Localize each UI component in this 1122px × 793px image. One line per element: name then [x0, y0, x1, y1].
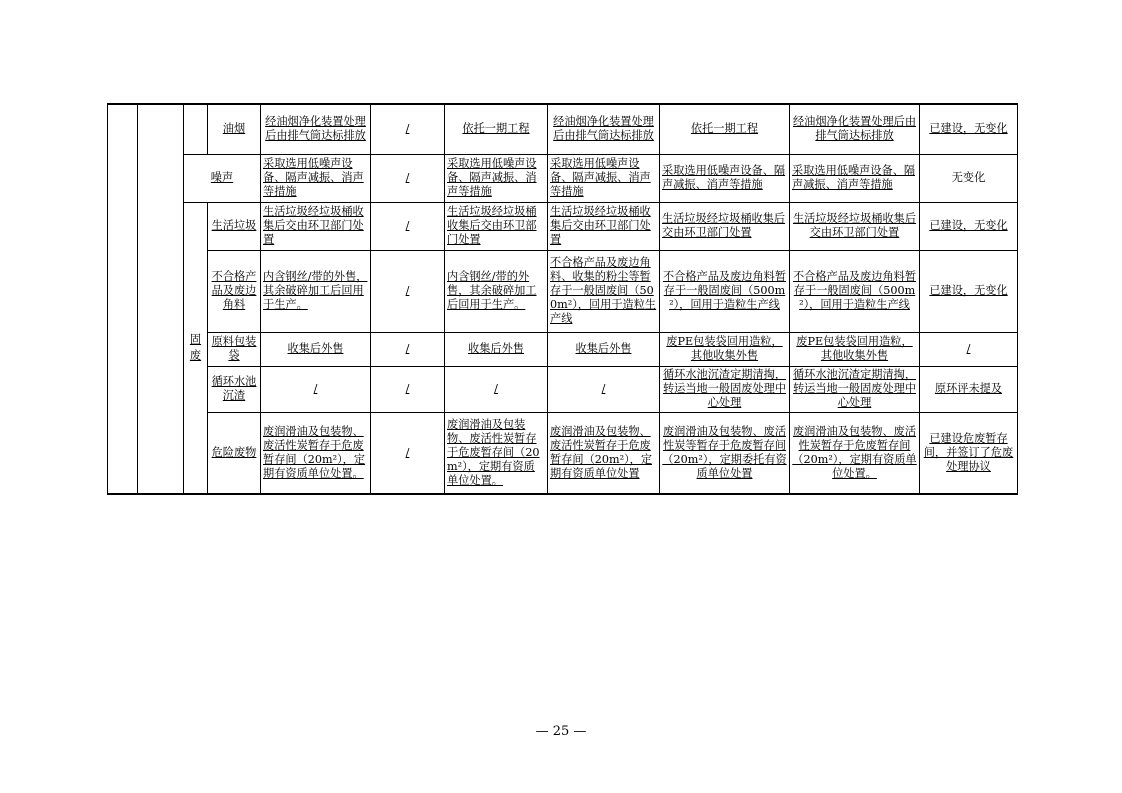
cell-col2: / — [371, 154, 445, 202]
cell-col1: 生活垃圾经垃圾桶收集后交由环卫部门处置 — [261, 202, 371, 250]
cell-col4: 生活垃圾经垃圾桶收集后交由环卫部门处置 — [548, 202, 660, 250]
cell-col7: 已建设，无变化 — [920, 202, 1018, 250]
cell-col1: 采取选用低噪声设备、隔声减振、消声等措施 — [261, 154, 371, 202]
cell-col1: 废润滑油及包装物、废活性炭暂存于危废暂存间（20m²），定期有资质单位处置。 — [261, 412, 371, 494]
cell-col5: 依托一期工程 — [660, 104, 790, 154]
table-row-domestic-waste — [108, 202, 1018, 250]
cell-col4: 不合格产品及废边角料、收集的粉尘等暂存于一般固废间（500m²），回用于造粒生产线 — [548, 250, 660, 332]
cell-col6: 生活垃圾经垃圾桶收集后交由环卫部门处置 — [790, 202, 920, 250]
table-row-packaging-bags — [108, 332, 1018, 366]
cell-col3: 收集后外售 — [445, 332, 548, 366]
cell-col4: 废润滑油及包装物、废活性炭暂存于危废暂存间（20m²），定期有资质单位处置 — [548, 412, 660, 494]
cell-col6: 采取选用低噪声设备、隔声减振、消声等措施 — [790, 154, 920, 202]
cell-col5: 废PE包装袋回用造粒，其他收集外售 — [660, 332, 790, 366]
cell-col6: 经油烟净化装置处理后由排气筒达标排放 — [790, 104, 920, 154]
cell-col4: 采取选用低噪声设备、隔声减振、消声等措施 — [548, 154, 660, 202]
cell-col6: 废PE包装袋回用造粒，其他收集外售 — [790, 332, 920, 366]
table-row-noise — [108, 154, 1018, 202]
cell-col2: / — [371, 366, 445, 412]
cell-col3: / — [445, 366, 548, 412]
row-item-label: 噪声 — [184, 154, 261, 202]
row-item-label: 不合格产品及废边角料 — [208, 250, 261, 332]
table-row-defective-products — [108, 250, 1018, 332]
cell-col7: / — [920, 332, 1018, 366]
spacer-cell — [184, 104, 208, 154]
page-number: — 25 — — [535, 724, 587, 739]
cell-col2: / — [371, 202, 445, 250]
cell-col7: 已建设危废暂存间，并签订了危废处理协议 — [920, 412, 1018, 494]
cell-col7: 原环评未提及 — [920, 366, 1018, 412]
row-item-label: 原料包装袋 — [208, 332, 261, 366]
table-row-hazardous-waste — [108, 412, 1018, 494]
cell-col1: / — [261, 366, 371, 412]
measures-table — [107, 103, 1018, 495]
left-blank-cell — [108, 104, 138, 494]
cell-col5: 废润滑油及包装物、废活性炭等暂存于危废暂存间（20m²），定期委托有资质单位处置 — [660, 412, 790, 494]
table-row-sludge — [108, 366, 1018, 412]
row-item-label: 生活垃圾 — [208, 202, 261, 250]
solid-waste-group-label: 固废 — [184, 202, 208, 494]
table-row-oil-fume — [108, 104, 1018, 154]
cell-col3: 采取选用低噪声设备、隔声减振、消声等措施 — [445, 154, 548, 202]
cell-col6: 不合格产品及废边角料暂存于一般固废间（500m²），回用于造粒生产线 — [790, 250, 920, 332]
cell-col7: 无变化 — [920, 154, 1018, 202]
cell-col4: / — [548, 366, 660, 412]
cell-col3: 废润滑油及包装物、废活性炭暂存于危废暂存间（20m²），定期有资质单位处置。 — [445, 412, 548, 494]
cell-col5: 生活垃圾经垃圾桶收集后交由环卫部门处置 — [660, 202, 790, 250]
cell-col2: / — [371, 104, 445, 154]
cell-col2: / — [371, 332, 445, 366]
cell-col5: 循环水池沉渣定期清掏，转运当地一般固废处理中心处理 — [660, 366, 790, 412]
cell-col7: 已建设，无变化 — [920, 104, 1018, 154]
cell-col2: / — [371, 412, 445, 494]
cell-col6: 废润滑油及包装物、废活性炭暂存于危废暂存间（20m²），定期有资质单位处置。 — [790, 412, 920, 494]
cell-col3: 依托一期工程 — [445, 104, 548, 154]
cell-col6: 循环水池沉渣定期清掏，转运当地一般固废处理中心处理 — [790, 366, 920, 412]
row-item-label: 油烟 — [208, 104, 261, 154]
row-item-label: 危险废物 — [208, 412, 261, 494]
cell-col7: 已建设，无变化 — [920, 250, 1018, 332]
cell-col3: 内含钢丝/带的外售，其余破碎加工后回用于生产。 — [445, 250, 548, 332]
category-blank-cell — [138, 104, 184, 494]
cell-col1: 经油烟净化装置处理后由排气筒达标排放 — [261, 104, 371, 154]
cell-col5: 不合格产品及废边角料暂存于一般固废间（500m²），回用于造粒生产线 — [660, 250, 790, 332]
cell-col5: 采取选用低噪声设备、隔声减振、消声等措施 — [660, 154, 790, 202]
row-item-label: 循环水池沉渣 — [208, 366, 261, 412]
cell-col1: 内含钢丝/带的外售，其余破碎加工后回用于生产。 — [261, 250, 371, 332]
cell-col4: 经油烟净化装置处理后由排气筒达标排放 — [548, 104, 660, 154]
cell-col1: 收集后外售 — [261, 332, 371, 366]
cell-col3: 生活垃圾经垃圾桶收集后交由环卫部门处置 — [445, 202, 548, 250]
cell-col4: 收集后外售 — [548, 332, 660, 366]
cell-col2: / — [371, 250, 445, 332]
